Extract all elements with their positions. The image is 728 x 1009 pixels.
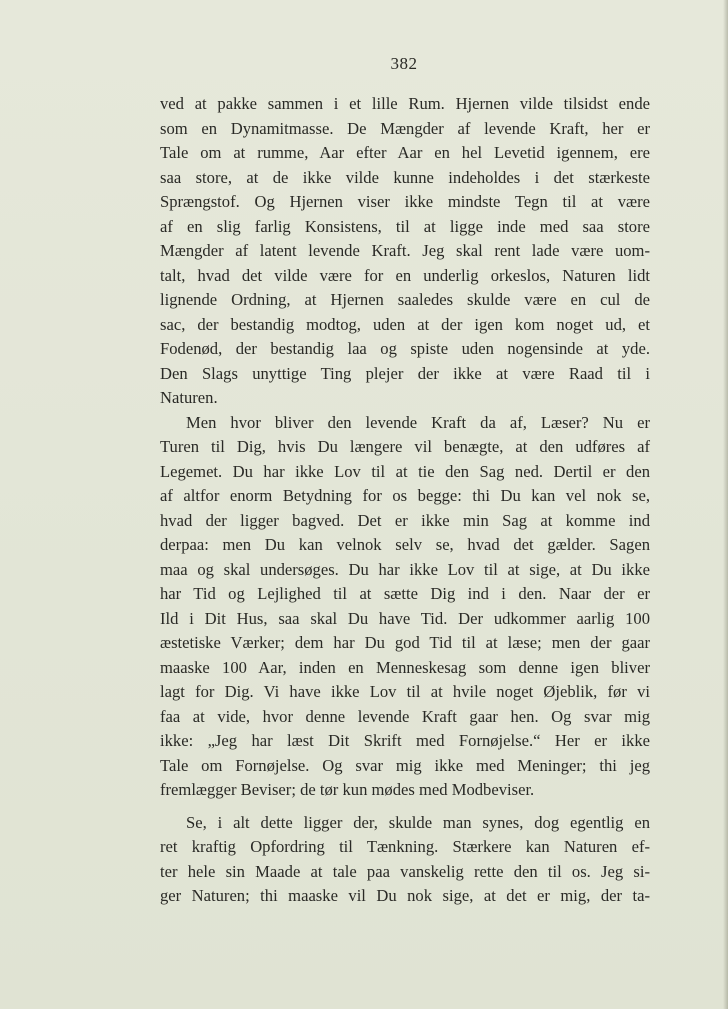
text-line: maa og skal undersøges. Du har ikke Lov til at sige, at Du ikke — [160, 559, 650, 579]
text-line: saa store, at de ikke vilde kunne indeholdes i det stærkeste — [160, 167, 650, 187]
text-line: Ild i Dit Hus, saa skal Du have Tid. Der udkommer aarlig 100 — [160, 608, 650, 628]
paragraph — [160, 92, 650, 411]
text-line: fremlægger Beviser; de tør kun mødes med Modbeviser. — [160, 780, 535, 799]
text-line: derpaa: men Du kan velnok selv se, hvad det gælder. Sagen — [160, 535, 650, 554]
page-edge-shadow — [723, 0, 728, 1009]
text-line: af en slig farlig Konsistens, til at ligge inde med saa store — [160, 216, 650, 236]
text-line: ikke: „Jeg har læst Dit Skrift med Fornøjelse.“ Her er ikke — [160, 731, 650, 750]
text-line: Mængder af latent levende Kraft. Jeg skal rent lade være uom- — [160, 241, 650, 260]
text-line: har Tid og Lejlighed til at sætte Dig ind i den. Naar der er — [160, 584, 650, 603]
text-line: Tale om at rumme, Aar efter Aar en hel Levetid igennem, ere — [160, 143, 650, 162]
page-number: 382 — [390, 54, 418, 73]
paragraph — [160, 811, 650, 909]
text-line: hvad der ligger bagved. Det er ikke min Sag at komme ind — [160, 510, 650, 530]
text-line: Den Slags unyttige Ting plejer der ikke at være Raad til i — [160, 363, 650, 383]
text-line: Se, i alt dette ligger der, skulde man synes, dog egentlig en — [186, 812, 650, 832]
text-line: sac, der bestandig modtog, uden at der igen kom noget ud, et — [160, 314, 650, 334]
text-line: ter hele sin Maade at tale paa vanskelig rette den til os. Jeg si- — [160, 861, 650, 881]
text-line: faa at vide, hvor denne levende Kraft gaar hen. Og svar mig — [160, 706, 650, 726]
text-line: ger Naturen; thi maaske vil Du nok sige, at det er mig, der ta- — [160, 886, 650, 905]
text-line: Fodenød, der bestandig laa og spiste uden nogensinde at yde. — [160, 339, 650, 358]
text-line: lagt for Dig. Vi have ikke Lov til at hvile noget Øjeblik, før vi — [160, 682, 650, 701]
text-line: af altfor enorm Betydning for os begge: thi Du kan vel nok se, — [160, 486, 650, 505]
text-line: ved at pakke sammen i et lille Rum. Hjernen vilde tilsidst ende — [160, 94, 650, 113]
text-line: Men hvor bliver den levende Kraft da af, Læser? Nu er — [186, 412, 650, 432]
text-line: ret kraftig Opfordring til Tænkning. Stærkere kan Naturen ef- — [160, 837, 650, 856]
text-line: Turen til Dig, hvis Du længere vil benægte, at den udføres af — [160, 437, 650, 456]
text-line: Tale om Fornøjelse. Og svar mig ikke med Meninger; thi jeg — [160, 755, 650, 775]
text-line: æstetiske Værker; dem har Du god Tid til at læse; men der gaar — [160, 633, 650, 652]
text-line: Naturen. — [160, 388, 218, 407]
paragraph-gap — [160, 803, 650, 811]
body-text — [160, 92, 650, 909]
text-line: talt, hvad det vilde være for en underlig orkeslos, Naturen lidt — [160, 265, 650, 285]
text-line: som en Dynamitmasse. De Mængder af levende Kraft, her er — [160, 118, 650, 138]
text-line: Legemet. Du har ikke Lov til at tie den Sag ned. Dertil er den — [160, 461, 650, 481]
text-line: lignende Ordning, at Hjernen saaledes skulde være en cul de — [160, 290, 650, 309]
paragraph — [160, 411, 650, 803]
text-line: maaske 100 Aar, inden en Menneskesag som denne igen bliver — [160, 657, 650, 677]
text-line: Sprængstof. Og Hjernen viser ikke mindste Tegn til at være — [160, 192, 650, 211]
